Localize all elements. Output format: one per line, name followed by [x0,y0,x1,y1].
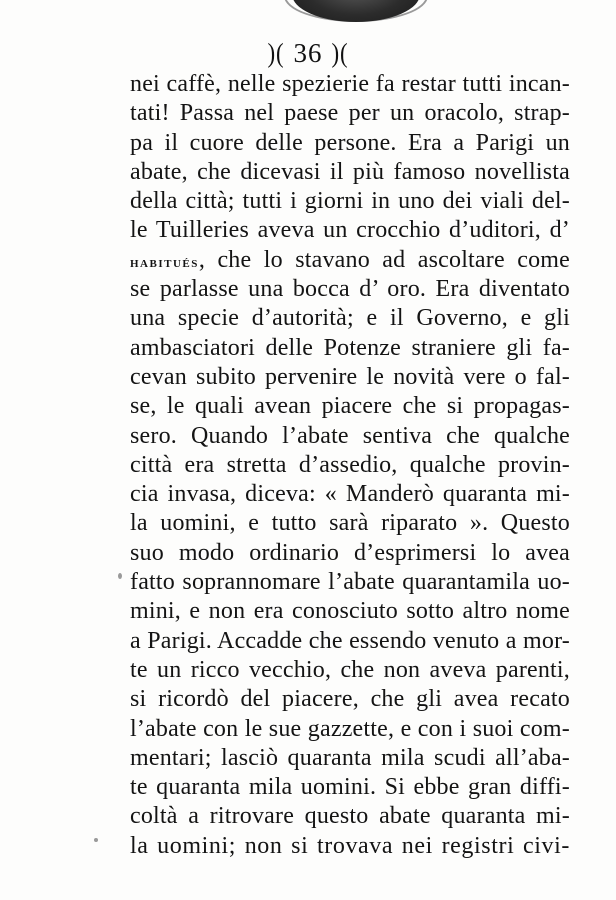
text-line-content: coltà a ritrovare questo abate quaranta mi- [130,803,570,830]
paper-speck [94,838,98,842]
text-line [130,568,570,597]
text-line-content: tati! Passa nel paese per un oracolo, strap- [130,100,570,127]
body-text [130,70,570,861]
text-line [130,304,570,333]
text-line [130,129,570,158]
text-line [130,715,570,744]
text-line-content: a Parigi. Accadde che essendo venuto a mor- [130,627,570,654]
text-line [130,832,570,861]
text-line-content: città era stretta d’assedio, qualche provin- [130,451,570,478]
page-number-bracket-right: )( [331,38,349,68]
text-line-content: ambasciatori delle Potenze straniere gli fa- [130,334,570,361]
text-line [130,422,570,451]
text-line [130,392,570,421]
text-line-content: si ricordò del piacere, che gli avea recato [130,686,570,713]
text-line [130,246,570,275]
text-line-content: nei caffè, nelle spezierie fa restar tutti incan- [130,71,570,97]
text-line-content: la uomini, e tutto sarà riparato ». Questo [130,510,570,537]
text-line [130,363,570,392]
text-line [130,187,570,216]
small-caps-word: habitués [130,253,199,271]
text-line-content: te un ricco vecchio, che non aveva parenti, [130,656,570,683]
text-line [130,627,570,656]
page-number-value: 36 [293,38,323,68]
page-number-bracket-left: )( [267,38,285,68]
text-line-content: fatto soprannomare l’abate quarantamila uo- [130,569,570,596]
text-line [130,480,570,509]
text-line [130,773,570,802]
text-line-content: se, le quali avean piacere che si propagas- [130,393,570,420]
text-line [130,509,570,538]
text-line-content: suo modo ordinario d’esprimersi lo avea [130,539,570,566]
text-line-content: l’abate con le sue gazzette, e con i suoi com- [130,715,570,742]
text-line [130,70,570,99]
page-number [0,38,616,69]
text-line [130,275,570,304]
text-line-content: cia invasa, diceva: « Manderò quaranta mi- [130,481,570,508]
text-line [130,744,570,773]
text-line [130,685,570,714]
text-line-content: mini, e non era conosciuto sotto altro nome [130,598,570,625]
text-line-content: abate, che dicevasi il più famoso novellista [130,158,570,185]
text-line-content: se parlasse una bocca d’ oro. Era diventato [130,276,570,303]
text-line [130,216,570,245]
text-line-content: una specie d’autorità; e il Governo, e gli [130,305,570,332]
text-line-content: della città; tutti i giorni in uno dei viali del- [130,188,570,215]
paper-speck [118,573,122,579]
text-line-content: sero. Quando l’abate sentiva che qualche [130,422,570,449]
text-line [130,656,570,685]
text-line [130,597,570,626]
ornament-medallion [292,0,420,22]
text-line [130,334,570,363]
text-line [130,158,570,187]
text-line-content: mentari; lasciò quaranta mila scudi all’aba- [130,744,570,771]
text-line-content: le Tuilleries aveva un crocchio d’uditori, d’ [130,217,570,244]
text-line [130,451,570,480]
text-line-content: pa il cuore delle persone. Era a Parigi un [130,129,570,156]
text-line-content: te quaranta mila uomini. Si ebbe gran diffi- [130,774,570,801]
text-line [130,539,570,568]
text-line-content: cevan subito pervenire le novità vere o fal- [130,363,570,390]
text-line-content: la uomini; non si trovava nei registri civi- [130,832,570,859]
text-line [130,99,570,128]
text-line-content: , che lo stavano ad ascoltare come [198,246,570,273]
text-line [130,802,570,831]
